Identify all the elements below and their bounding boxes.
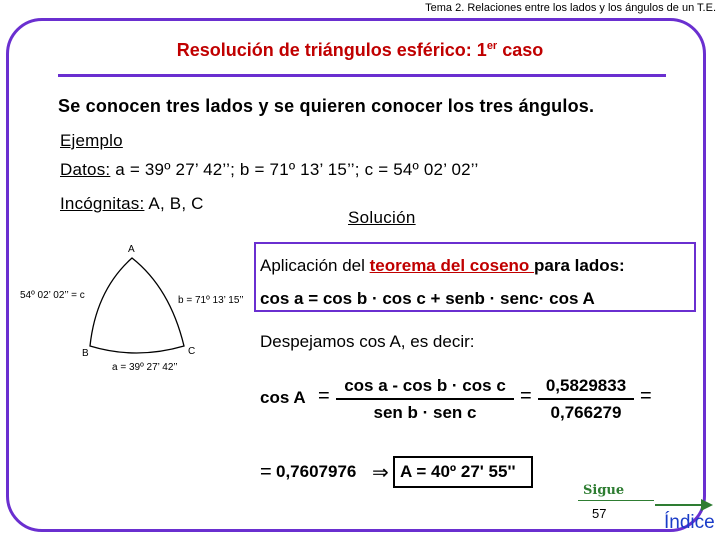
datos-values: a = 39º 27’ 42’’; b = 71º 13’ 15’’; c = 54º 02’ 02’’ [110,160,479,179]
title-tail: caso [497,40,544,60]
page-number: 57 [592,506,607,521]
final-answer: A = 40º 27' 55'' [400,462,516,481]
datos-label: Datos: [60,160,111,179]
intro-text: Se conocen tres lados y se quieren conocer los tres ángulos. [58,96,595,116]
eq-numerator: cos a - cos b · cos c [344,376,506,395]
side-b-label: b = 71º 13’ 15’’ [178,295,244,306]
incognitas-line [60,194,204,214]
title-rule [58,74,666,77]
sigue-link[interactable]: Sigue [583,483,625,498]
vertex-C-label: C [188,346,196,357]
eq-lhs: cos A [260,388,306,407]
incognitas-values: A, B, C [144,194,204,213]
aplicacion-suffix: para lados: [534,256,625,275]
side-c-label: 54º 02’ 02’’ = c [20,290,85,301]
vertex-A-label: A [128,244,135,255]
eq-fraction-bar-1 [336,398,514,400]
arrow-right-icon [655,498,715,512]
implies-symbol: ⇒ [372,462,389,484]
eq-fraction-bar-2 [538,398,634,400]
eq-equals-3: = [640,385,652,407]
eq-denominator: sen b · sen c [373,403,477,422]
datos-line [60,160,478,180]
eq-equals-2: = [520,385,532,407]
header-topic: Tema 2. Relaciones entre los lados y los ángulos de un T.E. [425,2,716,14]
eq-result: 0,7607976 [276,462,357,481]
spherical-triangle-diagram [20,236,260,376]
vertex-B-label: B [82,348,89,359]
eq-equals-4: = [260,461,272,483]
aplicacion-prefix: Aplicación del [260,256,370,275]
slide-title [0,40,720,61]
title-sup: er [486,40,498,52]
sigue-underline [578,500,654,501]
cosine-formula: cos a = cos b · cos c + senb · senc· cos A [260,289,595,308]
title-main: Resolución de triángulos esférico: 1 [176,40,487,60]
incognitas-label: Incógnitas: [60,194,145,213]
eq-den-value: 0,766279 [550,403,622,422]
aplicacion-line [260,256,625,276]
eq-num-value: 0,5829833 [545,376,627,395]
eq-equals-1: = [318,385,330,407]
indice-link[interactable]: Índice [664,512,715,533]
solucion-heading: Solución [348,208,416,227]
ejemplo-heading: Ejemplo [60,131,123,150]
despejamos-text: Despejamos cos A, es decir: [260,332,475,351]
teorema-coseno-link[interactable]: teorema del coseno [369,256,535,275]
side-a-label: a = 39º 27’ 42’’ [112,362,178,373]
